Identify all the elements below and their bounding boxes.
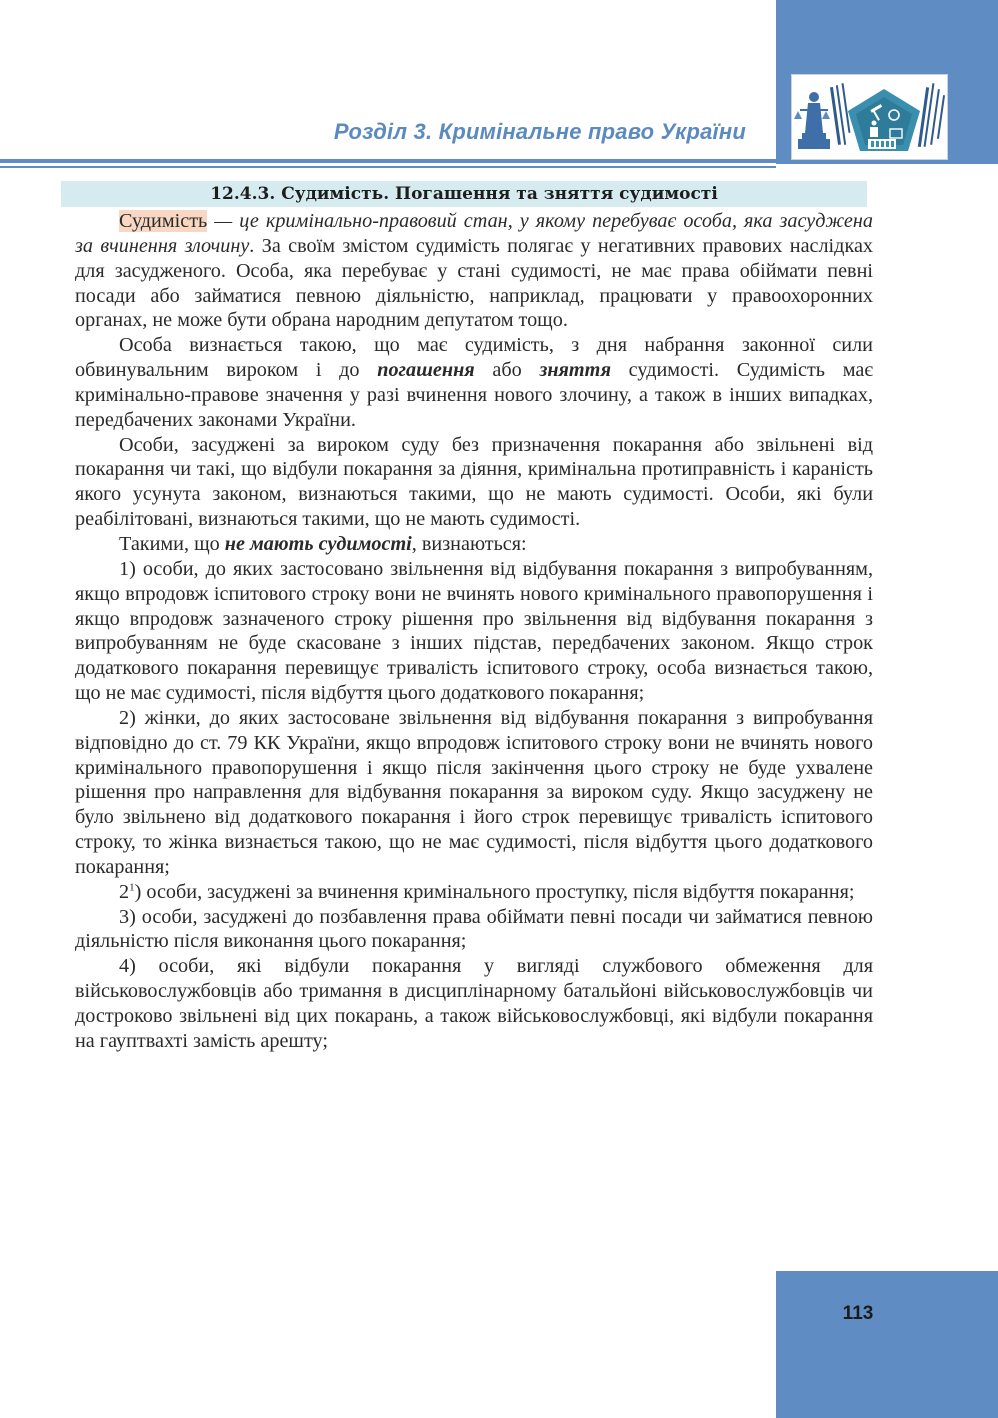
paragraph-repayment	[75, 333, 873, 432]
paragraph-text: судимості. Судимість має кримінально-правове значення у разі вчинення нового злочину, а також в інших випадках, передбачених законами України.	[75, 359, 873, 431]
paragraph-text: або	[474, 359, 540, 382]
footer-side-band	[776, 1271, 998, 1418]
textbook-logo	[791, 74, 948, 160]
paragraph-text: Особа визнається такою, що має судимість, з дня набрання законної сили обвинувальним вироком і до	[75, 334, 873, 382]
term-zniattia: зняття	[539, 359, 611, 382]
term-pogashennia: погашення	[377, 359, 475, 382]
paragraph-text: . За своїм змістом судимість полягає у негативних правових наслідках для засудженого. Особа, яка перебуває у стані судимості, не має права обіймати певні посади або займатися певною діяльністю, наприклад, працювати у правоохоронних органах, не може бути обрана народним депутатом тощо.	[75, 234, 873, 332]
list-item-4: 4) особи, які відбули покарання у вигляді службового обмеження для військовослужбовців або тримання в дисциплінарному батальйоні військовослужбовців чи достроково звільнені від цих покарань, а також військовослужбовці, які відбули покарання на гауптвахті замість арешту;	[75, 955, 873, 1052]
chapter-title: Розділ 3. Кримінальне право України	[333, 119, 746, 144]
paragraph-no-record: Особи, засуджені за вироком суду без призначення покарання або звільнені від покарання чи такі, що відбули покарання за діяння, кримінальна протиправність і караність якого усунута законом, визнаються такими, що не мають судимості. Особи, які були реабілітовані, визнаються такими, що не мають судимості.	[75, 433, 873, 531]
paragraph-list-intro	[75, 532, 873, 557]
list-item-1: 1) особи, до яких застосовано звільнення від відбування покарання з випробуванням, якщо впродовж іспитового строку вони не вчинять нового кримінального правопорушення і якщо впродовж зазначеного строку рішення про звільнення від відбування покарання з випробуванням не буде скасоване з інших підстав, передбачених законом. Якщо строк додаткового покарання перевищує тривалість іспитового строку, особа визнається такою, що не має судимості, після відбуття цього додаткового покарання;	[75, 557, 873, 705]
list-number: 2	[119, 880, 130, 903]
list-item-2: 2) жінки, до яких застосоване звільнення від відбування покарання з випробування відповідно до ст. 79 КК України, якщо впродовж іспитового строку вони не вчинять нового кримінального правопорушення і якщо після закінчення цього строку не буде ухвалене рішення про направлення для відбування покарання за вироком суду. Якщо засуджену не було звільнено від додаткового покарання і його строк перевищує тривалість іспитового строку, то жінка визнається такою, що не має судимості, після відбуття цього додаткового покарання;	[75, 706, 873, 878]
list-number-superscript: 1	[129, 881, 135, 894]
header-rule-thin	[0, 166, 776, 168]
term-sudymist: Судимість	[119, 210, 208, 232]
section-heading: 12.4.3. Судимість. Погашення та зняття судимості	[61, 181, 867, 207]
definition-text: — це кримінально-правовий стан, у якому перебуває особа, яка засуджена за вчинення злочину	[75, 210, 873, 257]
body-text	[75, 209, 873, 1054]
paragraph-text: , визнаються:	[411, 532, 527, 555]
page-number: 113	[842, 1303, 874, 1324]
term-ne-maiut-sudymosti: не мають судимості	[224, 532, 412, 555]
list-item-2-1	[75, 880, 873, 905]
header-rule	[0, 159, 776, 163]
paragraph-text: Такими, що	[119, 532, 225, 555]
paragraph-text: ) особи, засуджені за вчинення кримінального проступку, після відбуття покарання;	[134, 880, 855, 903]
paragraph-definition	[75, 209, 873, 333]
list-item-3: 3) особи, засуджені до позбавлення права обіймати певні посади чи займатися певною діяльністю після виконання цього покарання;	[75, 905, 873, 953]
